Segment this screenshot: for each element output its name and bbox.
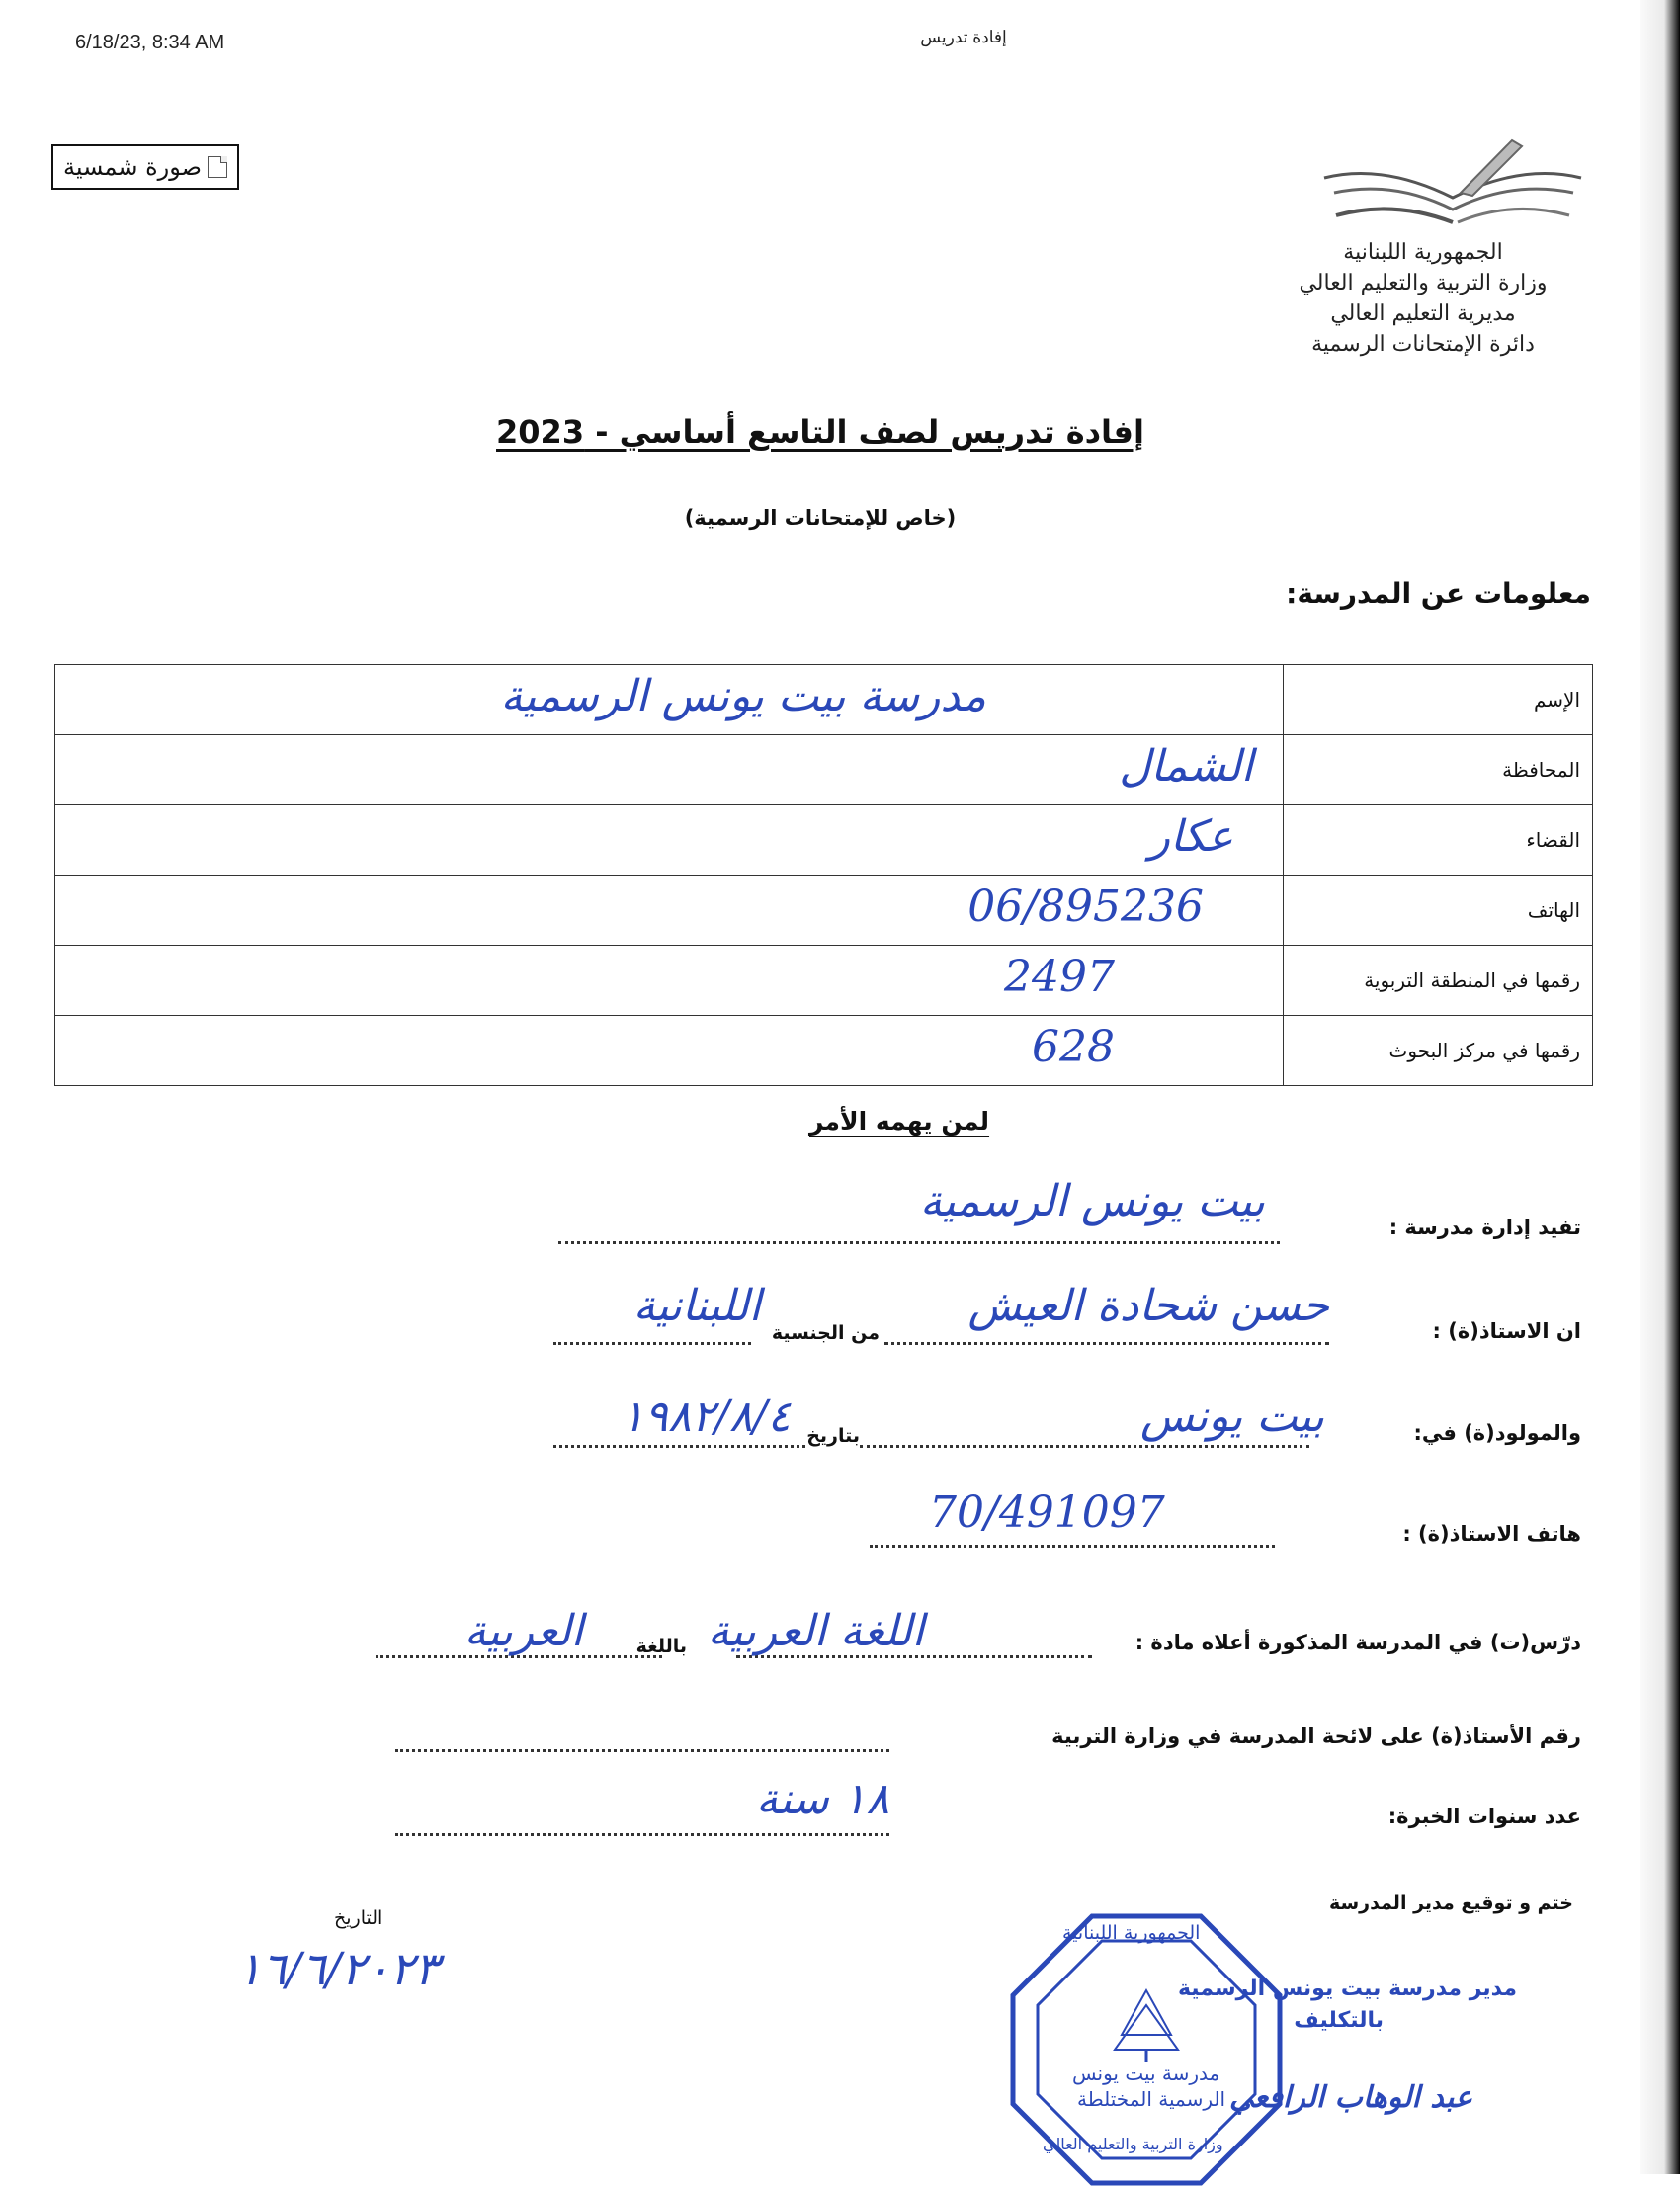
- birthplace-line: [860, 1445, 1309, 1448]
- birthdate-value: ١٩٨٢/٨/٤: [621, 1391, 791, 1442]
- research-number-value: 628: [1032, 1022, 1115, 1072]
- nationality-line: [553, 1342, 751, 1345]
- school-admin-label: تفيد إدارة مدرسة :: [1388, 1216, 1581, 1239]
- document-subtitle: (خاص للإمتحانات الرسمية): [684, 506, 957, 530]
- taught-label: درّس(ت) في المدرسة المذكورة أعلاه مادة :: [1134, 1631, 1581, 1654]
- table-row: [55, 946, 1593, 1016]
- ministry-heading: [1265, 237, 1581, 360]
- table-row: [55, 876, 1593, 946]
- date-value: ١٦/٦/٢٠٢٣: [237, 1942, 439, 1995]
- print-timestamp: 6/18/23, 8:34 AM: [75, 32, 225, 53]
- governorate-cell: [55, 735, 1284, 805]
- school-name-label: الإسم: [1284, 665, 1593, 735]
- phone-label: الهاتف: [1284, 876, 1593, 946]
- region-number-value: 2497: [1004, 952, 1115, 1002]
- school-name-value: مدرسة بيت يونس الرسمية: [500, 671, 986, 721]
- teacher-name-line: [884, 1342, 1329, 1345]
- book-pen-icon: [1314, 138, 1591, 227]
- language-label: باللغة: [635, 1636, 687, 1657]
- stamp-center-line2: الرسمية المختلطة: [1077, 2087, 1226, 2111]
- registry-line: [395, 1749, 889, 1752]
- school-info-table: [54, 664, 1593, 1086]
- teacher-phone-value: 70/491097: [929, 1487, 1165, 1538]
- teacher-phone-line: [870, 1545, 1275, 1548]
- signature-label: ختم و توقيع مدير المدرسة: [1328, 1893, 1573, 1914]
- stamp-center-line1: مدرسة بيت يونس: [1072, 2062, 1220, 2085]
- teacher-phone-label: هاتف الاستاذ(ة) :: [1402, 1522, 1581, 1546]
- signer-name: عبد الوهاب الرافعي: [1229, 2080, 1472, 2115]
- date-label: التاريخ: [334, 1907, 383, 1929]
- to-whom-heading: لمن يهمه الأمر: [808, 1107, 990, 1136]
- table-row: [55, 805, 1593, 876]
- ministry-line: وزارة التربية والتعليم العالي: [1299, 271, 1548, 295]
- experience-label: عدد سنوات الخبرة:: [1387, 1805, 1581, 1828]
- photo-placeholder-label: صورة شمسية: [62, 153, 203, 181]
- photo-placeholder-box: [51, 144, 239, 190]
- stamp-ring-top: الجمهورية اللبنانية: [1062, 1922, 1201, 1944]
- nationality-label: من الجنسية: [771, 1322, 880, 1344]
- nationality-value: اللبنانية: [632, 1281, 761, 1331]
- signer-line2: بالتكليف: [1294, 2008, 1384, 2033]
- birthdate-label: بتاريخ: [806, 1425, 860, 1447]
- governorate-label: المحافظة: [1284, 735, 1593, 805]
- district-value: عكار: [1148, 811, 1233, 862]
- school-admin-line: [558, 1241, 1280, 1244]
- registry-label: رقم الأستاذ(ة) على لائحة المدرسة في وزارة التربية: [1051, 1725, 1581, 1748]
- print-title: إفادة تدريس: [920, 28, 1007, 46]
- region-number-cell: [55, 946, 1284, 1016]
- birthdate-line: [553, 1445, 805, 1448]
- school-name-cell: [55, 665, 1284, 735]
- broken-image-icon: [208, 156, 227, 178]
- region-number-label: رقمها في المنطقة التربوية: [1284, 946, 1593, 1016]
- ministry-line: الجمهورية اللبنانية: [1343, 240, 1503, 265]
- experience-value: ١٨ سنة: [756, 1774, 889, 1824]
- experience-line: [395, 1833, 889, 1836]
- ministry-line: مديرية التعليم العالي: [1330, 301, 1516, 326]
- teacher-label: ان الاستاذ(ة) :: [1432, 1319, 1581, 1343]
- research-number-cell: [55, 1016, 1284, 1086]
- research-number-label: رقمها في مركز البحوث: [1284, 1016, 1593, 1086]
- born-label: والمولود(ة) في:: [1413, 1421, 1581, 1445]
- birthplace-value: بيت يونس: [1139, 1391, 1324, 1442]
- cedar-icon: [1115, 1990, 1178, 2062]
- district-label: القضاء: [1284, 805, 1593, 876]
- table-row: [55, 665, 1593, 735]
- school-phone-value: 06/895236: [967, 882, 1204, 932]
- language-value: العربية: [463, 1606, 583, 1656]
- district-cell: [55, 805, 1284, 876]
- ministry-line: دائرة الإمتحانات الرسمية: [1311, 332, 1535, 357]
- document-title: إفادة تدريس لصف التاسع أساسي - 2023: [496, 413, 1144, 451]
- school-info-heading: معلومات عن المدرسة:: [1286, 577, 1591, 610]
- subject-value: اللغة العربية: [707, 1606, 924, 1656]
- governorate-value: الشمال: [1119, 741, 1253, 792]
- scan-edge-shadow: [1640, 0, 1680, 2174]
- teacher-name-value: حسن شحادة العيش: [967, 1281, 1329, 1331]
- school-admin-value: بيت يونس الرسمية: [919, 1176, 1265, 1226]
- signer-line1: مدير مدرسة بيت يونس الرسمية: [1177, 1977, 1517, 2001]
- phone-cell: [55, 876, 1284, 946]
- table-row: [55, 735, 1593, 805]
- table-row: [55, 1016, 1593, 1086]
- stamp-ring-bottom: وزارة التربية والتعليم العالي: [1043, 2135, 1223, 2153]
